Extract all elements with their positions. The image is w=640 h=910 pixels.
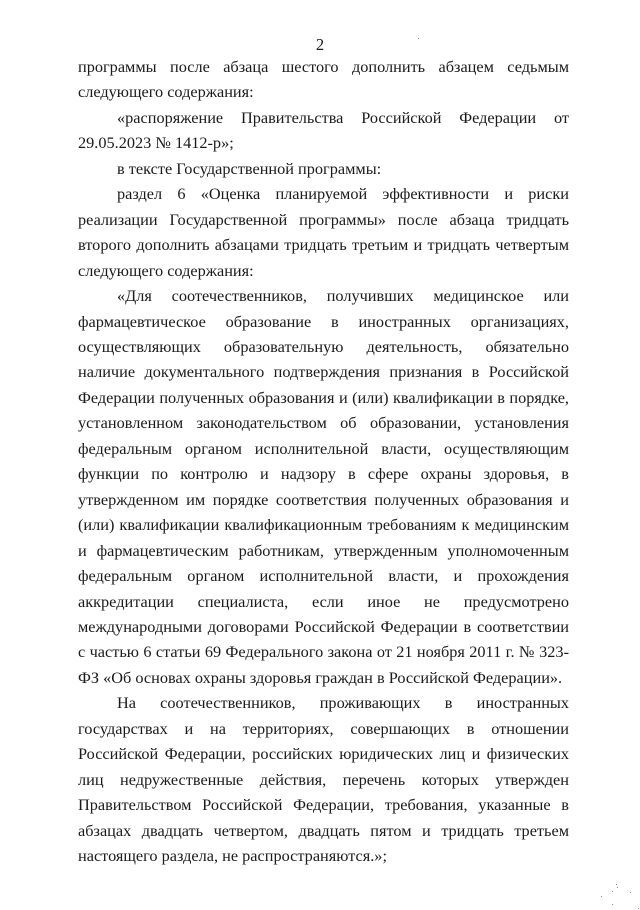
- scan-speck: [612, 891, 613, 892]
- page-number: 2: [315, 35, 325, 54]
- scan-speck: [617, 887, 618, 888]
- paragraph-continuation: программы после абзаца шестого дополнить абзацем седьмым следующего содержания:: [78, 57, 569, 102]
- scan-speck: [638, 908, 639, 909]
- scan-speck: [612, 904, 613, 905]
- paragraph-decree-reference: «распоряжение Правительства Российской Федерации от 29.05.2023 № 1412-р»;: [78, 107, 569, 153]
- scan-speck: [630, 892, 631, 893]
- paragraph-unfriendly-states-exemption: На соотечественников, проживающих в иностранных государствах и на территориях, совершающих в отношении Российской Федерации, российских юридических лиц и физических лиц недружественные действия, перечень которых утвержден Правительством Российской Федерации, требования, указанные в абзацах двадцать четвертом, двадцать пятом и тридцать третьем настоящего раздела, не распространяются.»;: [78, 693, 569, 866]
- document-body: [78, 54, 569, 869]
- paragraph-program-text-intro: в тексте Государственной программы:: [117, 158, 382, 178]
- scan-speck: [418, 38, 419, 39]
- paragraph-compatriots-education-requirements: «Для соотечественников, получивших медицинское или фармацевтическое образование в иностранных организациях, осуществляющих образовательную деятельность, обязательно наличие документального подтверждения признания в Российской Федерации полученных образования и (или) квалификации в порядке, установленном законодательством об образовании, установления федеральным органом исполнительной власти, осуществляющим функции по контролю и надзору в сфере охраны здоровья, в утвержденном им порядке соответствия полученных образования и (или) квалификации квалификационным требованиям к медицинским и фармацевтическим работникам, утвержденным уполномоченным федеральным органом исполнительной власти, и прохождения аккредитации специалиста, если иное не предусмотрено международными договорами Российской Федерации в соответствии с частью 6 статьи 69 Федерального закона от 21 ноября 2011 г. № 323-ФЗ «Об основах охраны здоровья граждан в Российской Федерации».: [78, 286, 569, 687]
- scan-speck: [601, 896, 602, 897]
- scan-speck: [616, 884, 617, 885]
- paragraph-section-6-amendment: раздел 6 «Оценка планируемой эффективности и риски реализации Государственной программы» после абзаца тридцать второго дополнить абзацами тридцать третьим и тридцать четвертым следующего содержания:: [78, 184, 569, 280]
